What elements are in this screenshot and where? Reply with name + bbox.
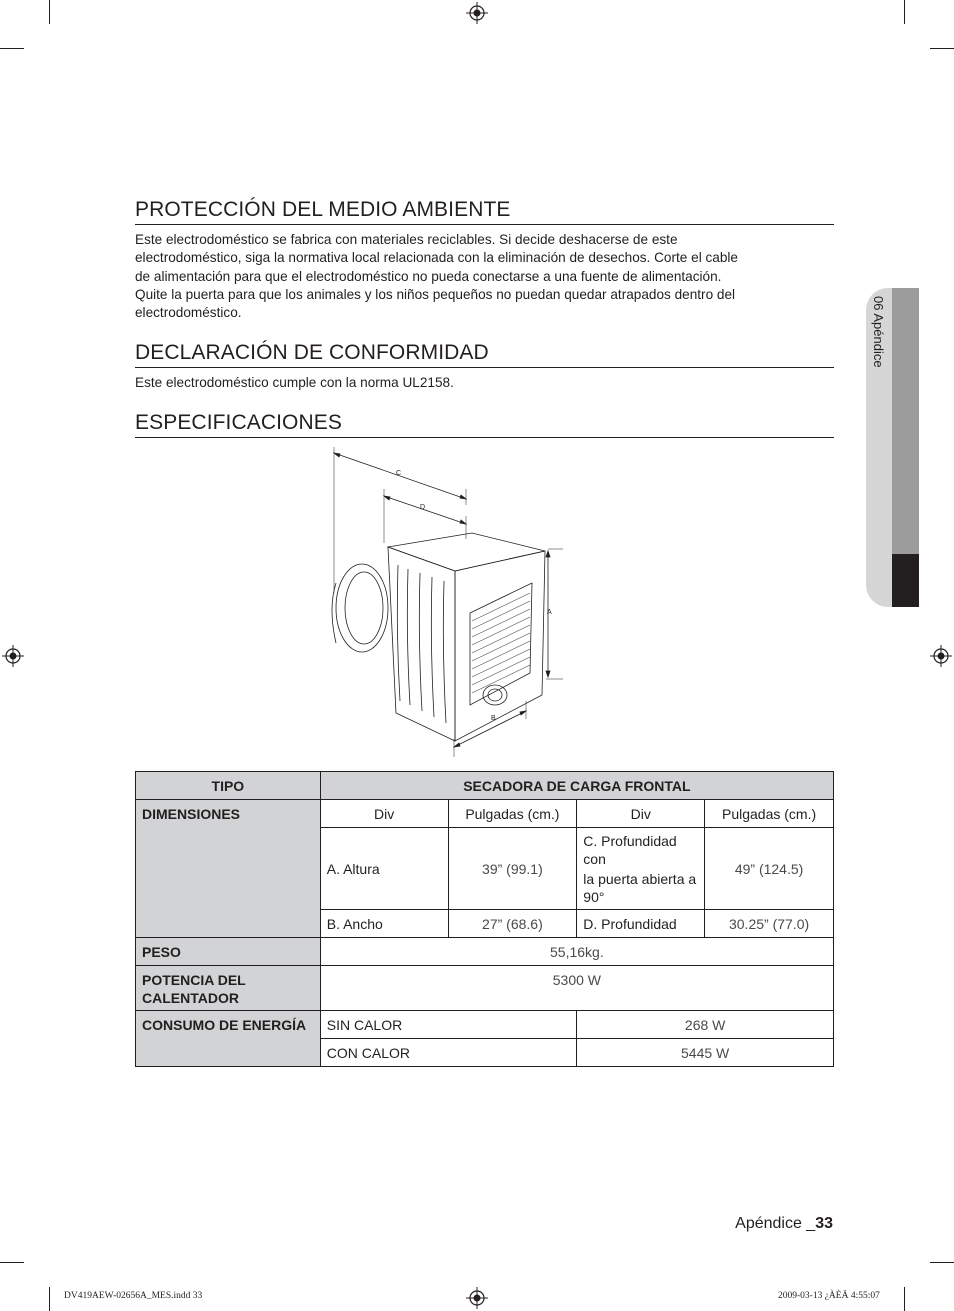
dimension-label-c: C [396, 470, 402, 477]
col-div: Div [577, 800, 705, 828]
prof-puerta-label [577, 828, 705, 910]
environment-paragraph [135, 231, 795, 322]
peso-value: 55,16kg. [320, 938, 833, 966]
potencia-value: 5300 W [320, 966, 833, 1011]
sin-calor-label: SIN CALOR [320, 1011, 577, 1039]
ancho-label: B. Ancho [320, 910, 448, 938]
chapter-tab-band [892, 288, 919, 554]
crop-mark [930, 1262, 954, 1263]
potencia-label: POTENCIA DEL CALENTADOR [136, 966, 321, 1011]
environment-line: de alimentación para que el electrodoméstico no pueda conectarse a una fuente de alimentación. [135, 268, 722, 284]
crop-mark [904, 1287, 905, 1311]
tipo-label: TIPO [136, 772, 321, 800]
environment-line: electrodoméstico. [135, 305, 242, 321]
chapter-tab-label [866, 296, 892, 406]
sin-calor-value: 268 W [577, 1011, 834, 1039]
tipo-value: SECADORA DE CARGA FRONTAL [320, 772, 833, 800]
table-row [136, 800, 834, 828]
prof-puerta-label-line: la puerta abierta a 90° [583, 870, 697, 905]
table-row [136, 966, 834, 1011]
dryer-dimensions-diagram [320, 443, 570, 758]
page-footer [735, 1215, 833, 1233]
registration-mark-icon [2, 645, 24, 667]
environment-line: Quite la puerta para que los animales y los niños pequeños no puedan quedar atrapados dentro del [135, 286, 736, 302]
chapter-tab-text: 06 Apéndice [871, 296, 886, 368]
con-calor-value: 5445 W [577, 1039, 834, 1067]
crop-mark [0, 48, 24, 49]
dimension-label-d: D [420, 504, 426, 511]
con-calor-label: CON CALOR [320, 1039, 577, 1067]
consumo-label: CONSUMO DE ENERGÍA [136, 1011, 321, 1067]
environment-line: Este electrodoméstico se fabrica con materiales reciclables. Si decide deshacerse de este [135, 232, 678, 247]
ancho-value: 27” (68.6) [448, 910, 577, 938]
conformity-title: DECLARACIÓN DE CONFORMIDAD [135, 340, 834, 368]
crop-mark [49, 0, 50, 24]
date-slug: 2009-03-13 ¿ÀÈÄ 4:55:07 [778, 1291, 880, 1301]
specifications-table [135, 771, 834, 1067]
conformity-text: Este electrodoméstico cumple con la norma UL2158. [135, 375, 454, 390]
col-pulgadas: Pulgadas (cm.) [705, 800, 834, 828]
page-number: 33 [815, 1215, 833, 1232]
crop-mark [0, 1262, 24, 1263]
dimensiones-label: DIMENSIONES [136, 800, 321, 938]
dimension-label-b: B [491, 715, 496, 722]
table-row [136, 772, 834, 800]
prof-puerta-value: 49” (124.5) [705, 828, 834, 910]
peso-label: PESO [136, 938, 321, 966]
altura-value: 39” (99.1) [448, 828, 577, 910]
registration-mark-icon [466, 2, 488, 24]
registration-mark-icon [466, 1287, 488, 1309]
registration-mark-icon [930, 645, 952, 667]
specs-title: ESPECIFICACIONES [135, 410, 834, 438]
dimension-label-a: A [547, 609, 552, 616]
file-slug: DV419AEW-02656A_MES.indd 33 [64, 1291, 203, 1301]
table-row [136, 938, 834, 966]
profundidad-label: D. Profundidad [577, 910, 705, 938]
environment-title: PROTECCIÓN DEL MEDIO AMBIENTE [135, 197, 834, 225]
prof-puerta-label-line: C. Profundidad con [583, 832, 677, 867]
environment-line: electrodoméstico, siga la normativa local relacionada con la eliminación de desechos. Corte el cable [135, 250, 738, 266]
crop-mark [49, 1287, 50, 1311]
profundidad-value: 30.25” (77.0) [705, 910, 834, 938]
col-pulgadas: Pulgadas (cm.) [448, 800, 577, 828]
col-div: Div [320, 800, 448, 828]
chapter-tab-marker [892, 554, 919, 607]
table-row [136, 1011, 834, 1039]
footer-section: Apéndice _ [735, 1215, 816, 1232]
crop-mark [930, 48, 954, 49]
crop-mark [904, 0, 905, 24]
altura-label: A. Altura [320, 828, 448, 910]
